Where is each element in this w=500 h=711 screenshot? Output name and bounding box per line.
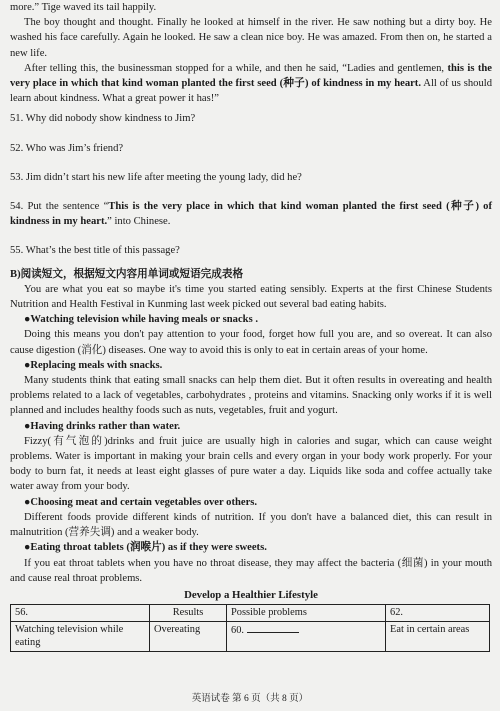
question-53: 53. Jim didn’t start his new life after meeting the young lady, did he? [10, 171, 302, 183]
table-cell-60 [227, 621, 386, 651]
blank-60-label: 60. [231, 624, 244, 636]
table-cell-results: Results [150, 605, 227, 622]
habit-heading-5: ●Eating throat tablets (润喉片) as if they were sweets. [24, 542, 267, 554]
story-paragraph-1: The boy thought and thought. Finally he looked at himself in the river. He saw nothing but a dirty boy. He washed his face carefully. Again he looked. He saw a clean nice boy. He was amazed. From then on, he started a new life. [10, 17, 492, 59]
habit-heading-3: ●Having drinks rather than water. [24, 420, 181, 432]
habit-heading-4: ●Choosing meat and certain vegetables over others. [24, 496, 258, 508]
table-cell-56: 56. [11, 605, 150, 622]
q54-start: 54. Put the sentence “ [10, 201, 109, 213]
habit-paragraph-2: Many students think that eating small snacks can help them diet. But it often results in overeating and health problems related to a lack of vegetables, carbohydrates , proteins and vitamins. Snacking only works if it is well planned and includes healthy foods such as nuts, vegetables, fruit and yogurt. [10, 375, 492, 417]
q54-end: ” into Chinese. [107, 216, 171, 228]
habit-paragraph-1: Doing this means you don't pay attention to your food, forget how full you are, and so overeat. It can also cause digestion (消化) diseases. One way to avoid this is only to eat in certain areas of your home. [10, 329, 492, 356]
habit-paragraph-3: Fizzy(有气泡的)drinks and fruit juice are usually high in calories and sugar, which can cause weight problems. Water is important in making your brain cells and every organ in your body work properly. For your body to burn fat, it needs at least eight glasses of pure water a day. Liquids like soda and coffee actually take water away from your body. [10, 435, 492, 493]
story-p2-bold: this is the very place in which that kind woman planted the first seed (种子) of kindness in my heart. [10, 62, 492, 90]
habit-paragraph-4: Different foods provide different kinds of nutrition. If you don't have a balanced diet, this can result in malnutrition (营养失调) and a weaker body. [10, 511, 492, 539]
table-cell-62: 62. [386, 605, 490, 622]
habit-heading-2: ●Replacing meals with snacks. [24, 359, 163, 371]
habit-heading-1: ●Watching television while having meals or snacks . [24, 314, 258, 326]
table-title: Develop a Healthier Lifestyle [184, 588, 318, 601]
table-cell-result: Overeating [150, 621, 227, 651]
table-row [11, 621, 490, 651]
answer-blank-60 [247, 623, 299, 633]
story-paragraph-2 [10, 61, 492, 107]
table-cell-advice: Eat in certain areas [386, 621, 490, 651]
exam-page [10, 0, 492, 652]
page-footer: 英语试卷 第 6 页（共 8 页） [191, 694, 309, 704]
question-52: 52. Who was Jim’s friend? [10, 142, 124, 154]
table-cell-habit: Watching television while eating [11, 621, 150, 651]
story-top-line: more.” Tige waved its tail happily. [10, 2, 157, 13]
question-54 [10, 199, 492, 229]
story-p2-start: After telling this, the businessman stopped for a while, and then he said, “Ladies and gentlemen, [24, 62, 448, 74]
q54-bold: This is the very place in which that kind woman planted the first seed (种子) of kindness in my heart. [10, 201, 492, 228]
section-b-intro: You are what you eat so maybe it's time you started eating sensibly. Experts at the first Chinese Students Nutrition and Health Festival in Kunming last week picked out several bad eating habits. [10, 283, 492, 311]
lifestyle-table [10, 604, 490, 652]
question-55: 55. What’s the best title of this passage? [10, 245, 180, 257]
table-cell-possible-problems: Possible problems [227, 605, 386, 622]
question-51: 51. Why did nobody show kindness to Jim? [10, 113, 196, 125]
section-b-title: B)阅读短文，根据短文内容用单词或短语完成表格 [10, 268, 244, 280]
table-header-row [11, 605, 490, 622]
story-p2-end: All of us should learn about kindness. What a great power it has!” [10, 78, 493, 105]
habit-paragraph-5: If you eat throat tablets when you have no throat disease, they may affect the bacteria (细菌) in your mouth and cause real throat problems. [10, 557, 492, 584]
